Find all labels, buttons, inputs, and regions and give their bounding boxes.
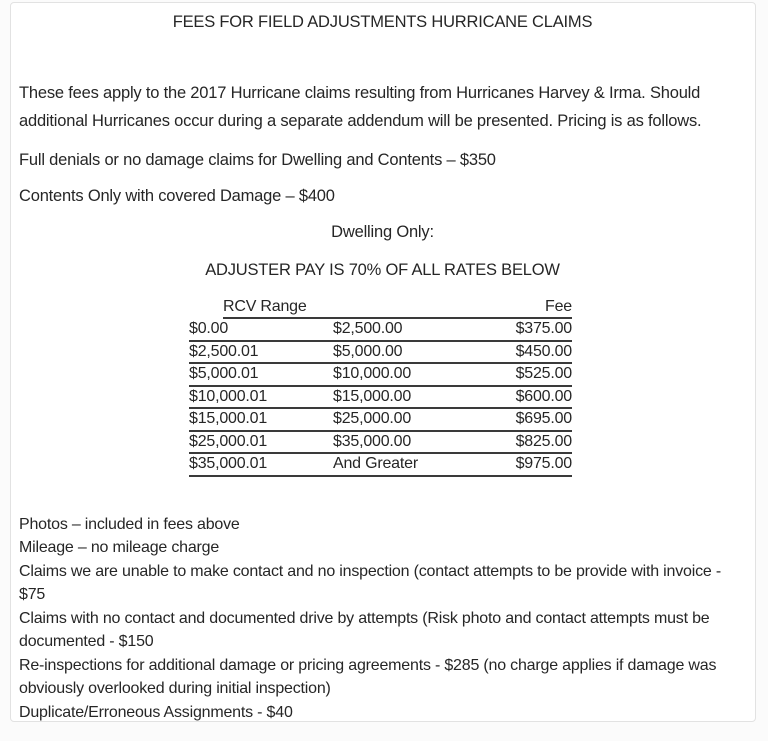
rcv-from-cell: $35,000.01 — [189, 455, 268, 472]
rcv-to-cell: $15,000.00 — [333, 387, 412, 405]
page-title: FEES FOR FIELD ADJUSTMENTS HURRICANE CLAIMS — [172, 13, 593, 31]
notes-block — [19, 513, 746, 723]
fee-header: Fee — [545, 298, 572, 315]
fee-cell: $825.00 — [515, 432, 572, 450]
fee-cell: $375.00 — [515, 320, 572, 337]
note-line: Claims we are unable to make contact and no inspection (contact attempts to be provide with invoice - $75 — [19, 562, 721, 603]
rcv-from-cell: $25,000.01 — [189, 432, 268, 450]
intro-paragraph: These fees apply to the 2017 Hurricane claims resulting from Hurricanes Harvey & Irma. Should additional Hurricanes occur during a separate addendum will be presented. Pricing is as follows. — [19, 84, 702, 130]
fee-cell: $525.00 — [515, 365, 572, 382]
table-row — [189, 387, 572, 410]
fee-cell: $600.00 — [515, 387, 572, 405]
rcv-to-cell: $35,000.00 — [333, 432, 412, 450]
rcv-fee-table-body — [189, 319, 572, 477]
rcv-from-cell: $0.00 — [189, 320, 229, 337]
fee-cell: $695.00 — [515, 410, 572, 427]
table-header-row — [223, 297, 572, 319]
rcv-to-cell: And Greater — [333, 455, 418, 472]
rcv-to-cell: $10,000.00 — [333, 365, 412, 382]
note-line: Photos – included in fees above — [19, 515, 240, 533]
rcv-from-cell: $15,000.01 — [189, 410, 268, 427]
table-row — [189, 454, 572, 477]
note-line: Re-inspections for additional damage or pricing agreements - $285 (no charge applies if damage was obviously overlooked during initial inspection) — [19, 656, 717, 697]
rcv-fee-table — [189, 297, 572, 477]
note-line: Mileage – no mileage charge — [19, 539, 220, 556]
rcv-from-cell: $5,000.01 — [189, 365, 259, 382]
table-row — [189, 319, 572, 342]
table-row — [189, 342, 572, 365]
fee-cell: $975.00 — [515, 455, 572, 472]
rcv-from-cell: $2,500.01 — [189, 342, 259, 360]
fee-cell: $450.00 — [515, 342, 572, 360]
table-row — [189, 432, 572, 455]
adjuster-pay-note: ADJUSTER PAY IS 70% OF ALL RATES BELOW — [205, 261, 560, 279]
flat-fee-line-contents-only: Contents Only with covered Damage – $400 — [19, 187, 335, 205]
rcv-to-cell: $5,000.00 — [333, 342, 403, 360]
rcv-to-cell: $25,000.00 — [333, 410, 412, 427]
section-heading-dwelling-only: Dwelling Only: — [331, 223, 434, 241]
rcv-range-header: RCV Range — [223, 298, 307, 315]
flat-fee-line-dwelling-contents: Full denials or no damage claims for Dwelling and Contents – $350 — [19, 151, 496, 169]
document-page — [10, 2, 756, 722]
table-row — [189, 364, 572, 387]
rcv-from-cell: $10,000.01 — [189, 387, 268, 405]
note-line: Duplicate/Erroneous Assignments - $40 — [19, 703, 293, 721]
table-row — [189, 409, 572, 432]
note-line: Claims with no contact and documented drive by attempts (Risk photo and contact attempts must be documented - $150 — [19, 609, 710, 650]
rcv-to-cell: $2,500.00 — [333, 320, 403, 337]
